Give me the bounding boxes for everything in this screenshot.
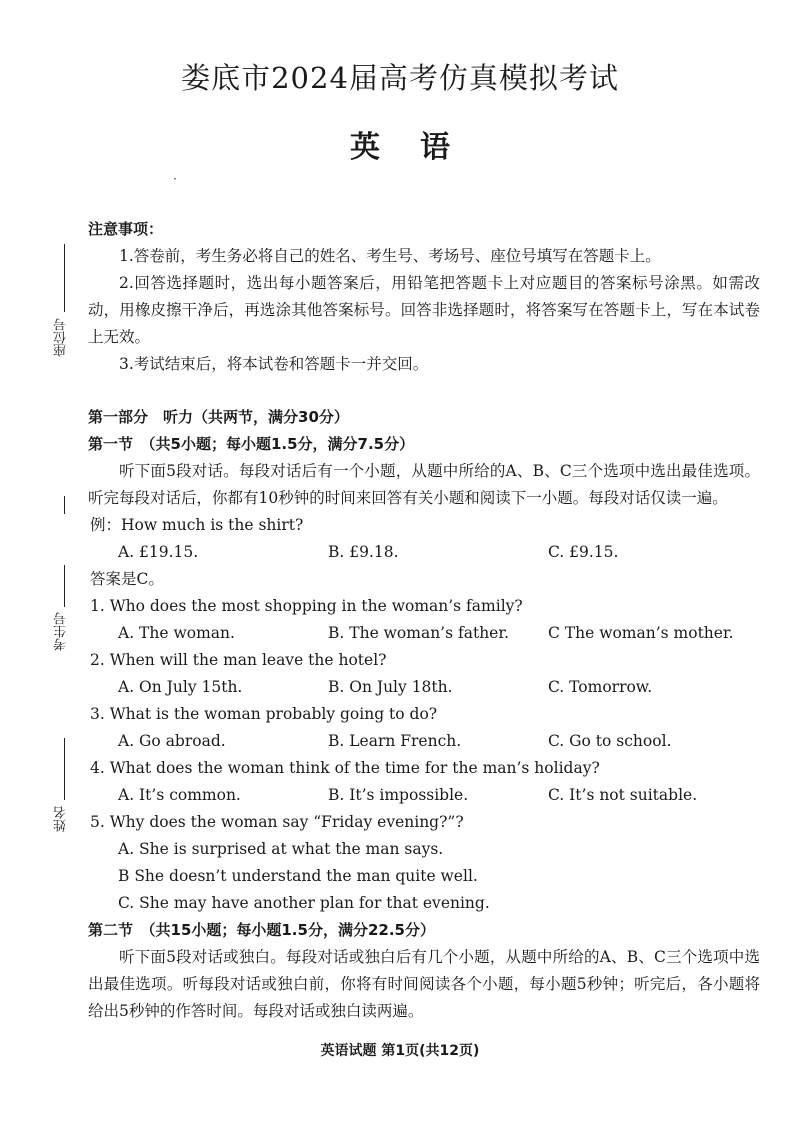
part1-heading: 第一部分 听力（共两节，满分30分） <box>88 408 349 426</box>
scan-speck: · <box>173 172 177 186</box>
subject-title: 英语 <box>350 130 490 165</box>
question-4-options <box>88 782 760 809</box>
question-4: 4. What does the woman think of the time for the man’s holiday? <box>90 759 600 777</box>
example-question: 例：How much is the shirt? <box>90 516 304 534</box>
name-label: 姓名 <box>54 806 69 832</box>
exam-no-label: 考生号 <box>54 612 69 651</box>
example-options <box>88 539 760 566</box>
example-answer: 答案是C。 <box>90 570 164 588</box>
q1-option-a: A. The woman. <box>118 624 235 642</box>
page-footer: 英语试题 第1页(共12页) <box>320 1043 480 1059</box>
section2-heading: 第二节 （共15小题；每小题1.5分，满分22.5分） <box>88 921 435 939</box>
q4-option-c: C. It’s not suitable. <box>548 786 698 804</box>
q1-option-c: C The woman’s mother. <box>548 624 734 642</box>
q2-option-a: A. On July 15th. <box>118 678 243 696</box>
q3-option-a: A. Go abroad. <box>118 732 226 750</box>
seat-line <box>64 244 65 312</box>
q4-option-b: B. It’s impossible. <box>328 786 469 804</box>
margin-tick <box>64 496 65 514</box>
question-3-options <box>88 728 760 755</box>
question-5: 5. Why does the woman say “Friday evening?”? <box>90 813 464 831</box>
q2-option-b: B. On July 18th. <box>328 678 453 696</box>
exam-content <box>88 216 760 1025</box>
question-2-options <box>88 674 760 701</box>
q2-option-c: C. Tomorrow. <box>548 678 653 696</box>
q1-option-b: B. The woman’s father. <box>328 624 509 642</box>
q5-option-a: A. She is surprised at what the man says. <box>118 840 444 858</box>
name-line <box>64 738 65 800</box>
exam-title: 娄底市2024届高考仿真模拟考试 <box>181 61 619 95</box>
exam-no-line <box>64 565 65 607</box>
notice-heading: 注意事项： <box>88 220 164 238</box>
q3-option-c: C. Go to school. <box>548 732 672 750</box>
q5-option-b: B She doesn’t understand the man quite well. <box>118 867 478 885</box>
section1-instructions: 听下面5段对话。每段对话后有一个小题，从题中所给的A、B、C三个选项中选出最佳选项。听完每段对话后，你都有10秒钟的时间来回答有关小题和阅读下一小题。每段对话仅读一遍。 <box>88 462 760 507</box>
notice-item-2: 2.回答选择题时，选出每小题答案后，用铅笔把答题卡上对应题目的答案标号涂黑。如需改动，用橡皮擦干净后，再选涂其他答案标号。回答非选择题时，将答案写在答题卡上，写在本试卷上无效。 <box>88 274 760 346</box>
q5-option-c: C. She may have another plan for that evening. <box>118 894 490 912</box>
question-1: 1. Who does the most shopping in the woman’s family? <box>90 597 523 615</box>
section2-instructions: 听下面5段对话或独白。每段对话或独白后有几个小题，从题中所给的A、B、C三个选项中选出最佳选项。听每段对话或独白前，你将有时间阅读各个小题，每小题5秒钟；听完后，各小题将给出5秒钟的作答时间。每段对话或独白读两遍。 <box>88 948 760 1020</box>
example-option-a: A. £19.15. <box>118 543 199 561</box>
example-option-c: C. £9.15. <box>548 543 619 561</box>
q4-option-a: A. It’s common. <box>118 786 241 804</box>
seat-label: 座位号 <box>54 318 69 357</box>
section1-heading: 第一节 （共5小题；每小题1.5分，满分7.5分） <box>88 435 415 453</box>
question-3: 3. What is the woman probably going to do? <box>90 705 438 723</box>
q3-option-b: B. Learn French. <box>328 732 462 750</box>
notice-item-3: 3.考试结束后，将本试卷和答题卡一并交回。 <box>119 355 429 373</box>
example-option-b: B. £9.18. <box>328 543 399 561</box>
question-1-options <box>88 620 760 647</box>
question-2: 2. When will the man leave the hotel? <box>90 651 387 669</box>
notice-item-1: 1.答卷前，考生务必将自己的姓名、考生号、考场号、座位号填写在答题卡上。 <box>119 247 661 265</box>
